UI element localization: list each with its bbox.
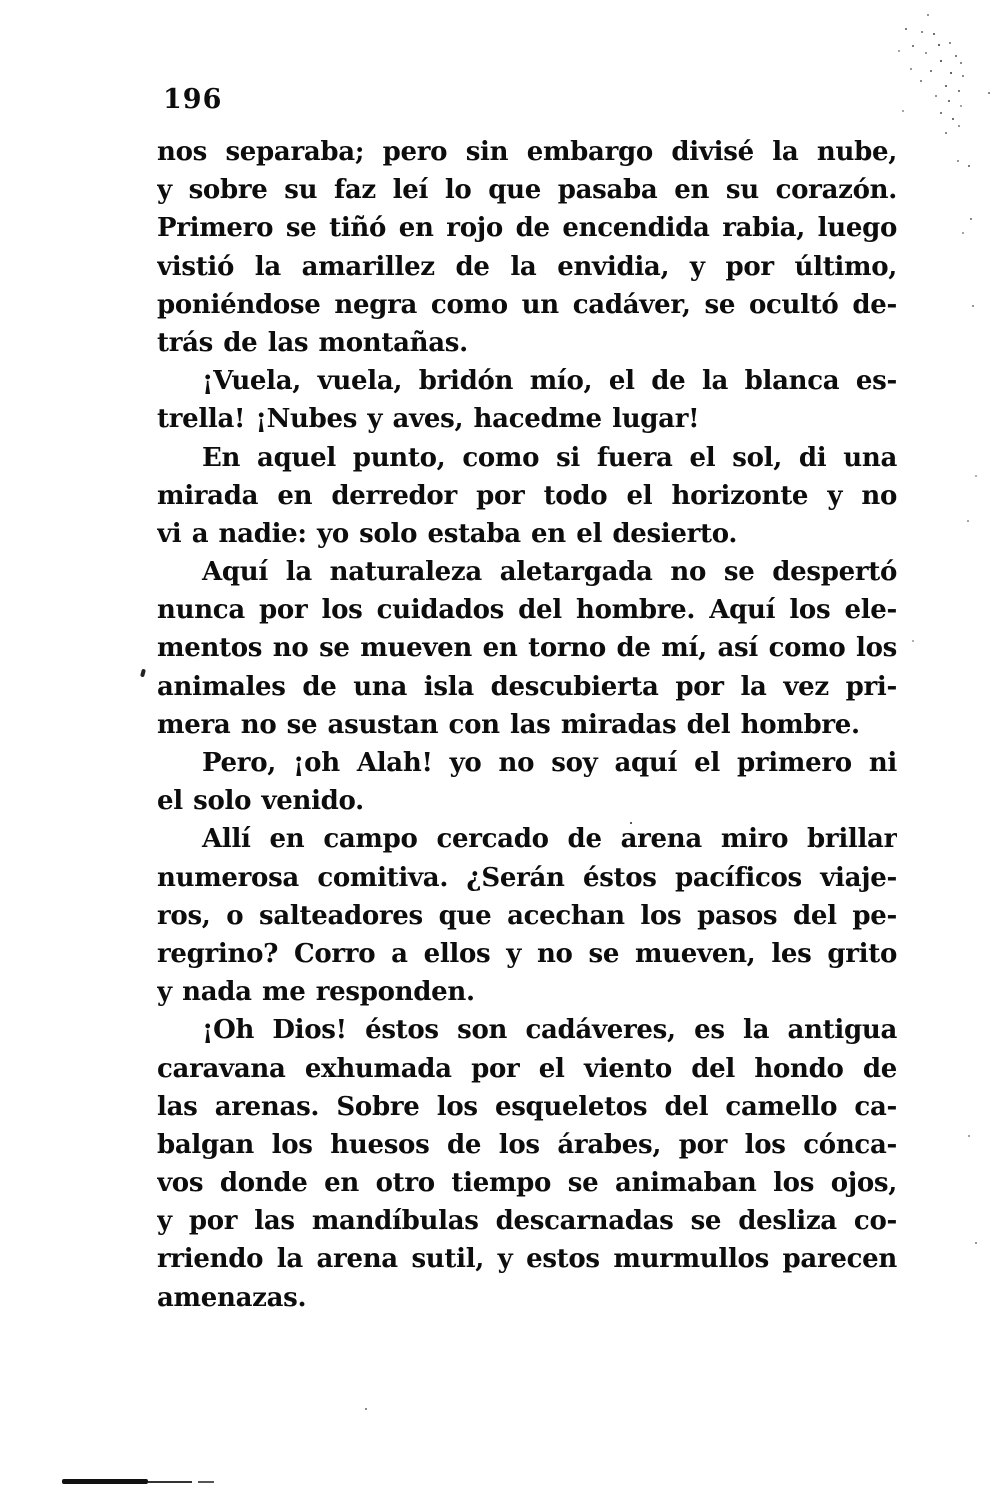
text-line: ros, o salteadores que acechan los pasos del pe- (157, 900, 897, 931)
text-line: las arenas. Sobre los esqueletos del camello ca- (157, 1091, 897, 1122)
text-line: vistió la amarillez de la envidia, y por último, (157, 251, 897, 282)
text-line: nunca por los cuidados del hombre. Aquí los ele- (157, 595, 897, 626)
text-line: En aquel punto, como si fuera el sol, di una (202, 442, 897, 473)
text-line: ¡Oh Dios! éstos son cadáveres, es la antigua (202, 1015, 897, 1046)
text-block (157, 133, 897, 1317)
text-line: numerosa comitiva. ¿Serán éstos pacíficos viaje- (157, 862, 897, 893)
text-line: el solo venido. (157, 786, 364, 817)
text-line: mirada en derredor por todo el horizonte y no (157, 480, 897, 511)
scan-noise-speckles (0, 0, 2, 2)
text-line: Allí en campo cercado de arena miro brillar (202, 824, 897, 855)
page-number: 196 (163, 84, 223, 115)
text-line: animales de una isla descubierta por la vez pri- (157, 671, 897, 702)
text-line: y sobre su faz leí lo que pasaba en su corazón. (157, 175, 897, 206)
scan-artifact-margin-mark (140, 669, 146, 678)
text-line: Aquí la naturaleza aletargada no se despertó (202, 557, 897, 588)
text-line: y nada me responden. (157, 977, 475, 1008)
text-line: mera no se asustan con las miradas del hombre. (157, 709, 860, 740)
text-line: trella! ¡Nubes y aves, hacedme lugar! (157, 404, 700, 435)
text-line: mentos no se mueven en torno de mí, así como los (157, 633, 897, 664)
scan-artifact-bottom-smudge-tail (148, 1481, 192, 1483)
text-line: trás de las montañas. (157, 327, 468, 358)
text-line: vi a nadie: yo solo estaba en el desierto. (157, 518, 738, 549)
scan-artifact-bottom-smudge-fragment (198, 1481, 214, 1483)
text-line: amenazas. (157, 1282, 307, 1313)
text-line: vos donde en otro tiempo se animaban los ojos, (157, 1168, 897, 1199)
text-line: poniéndose negra como un cadáver, se ocultó de- (157, 289, 897, 320)
text-line: balgan los huesos de los árabes, por los cónca- (157, 1129, 897, 1160)
text-line: regrino? Corro a ellos y no se mueven, les grito (157, 938, 897, 969)
text-line: ¡Vuela, vuela, bridón mío, el de la blanca es- (202, 366, 897, 397)
text-line: rriendo la arena sutil, y estos murmullos parecen (157, 1244, 897, 1275)
text-line: y por las mandíbulas descarnadas se desliza co- (157, 1206, 897, 1237)
text-line: caravana exhumada por el viento del hondo de (157, 1053, 897, 1084)
text-line: Primero se tiñó en rojo de encendida rabia, luego (157, 213, 897, 244)
text-line: Pero, ¡oh Alah! yo no soy aquí el primero ni (202, 748, 897, 778)
scan-artifact-bottom-smudge (62, 1479, 148, 1484)
text-line: nos separaba; pero sin embargo divisé la nube, (157, 137, 897, 167)
